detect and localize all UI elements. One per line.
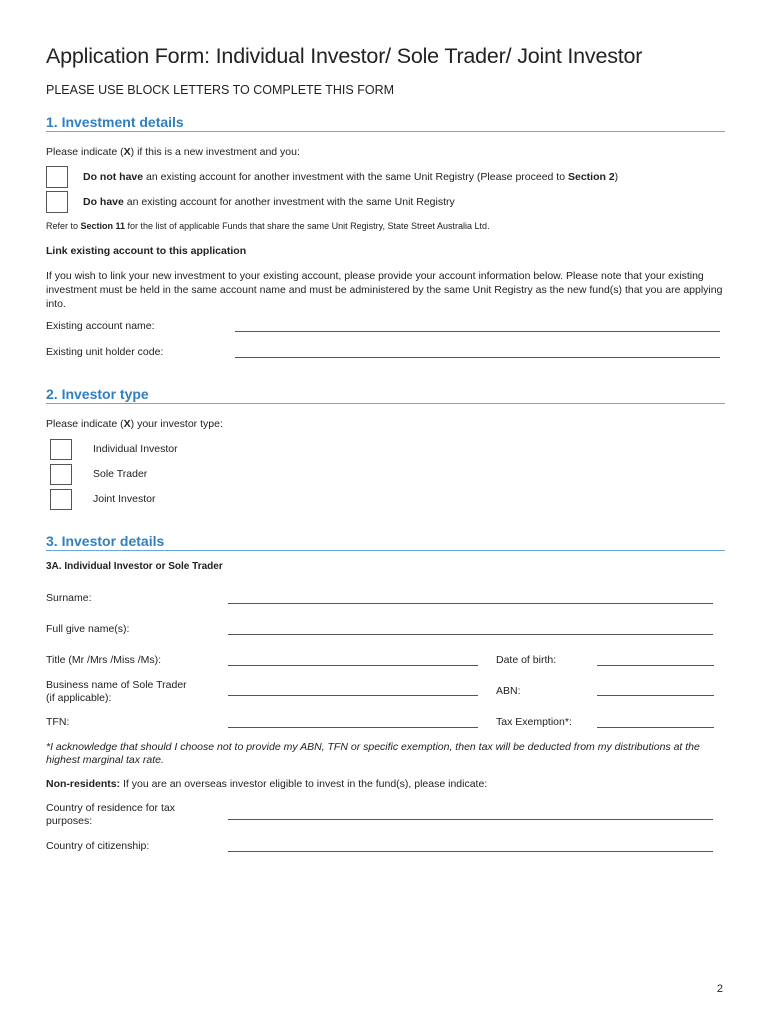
investor-type-joint: Joint Investor	[93, 493, 156, 505]
tax-exemption-field[interactable]	[597, 727, 714, 728]
investor-type-sole-trader: Sole Trader	[93, 468, 148, 480]
existing-unit-holder-label: Existing unit holder code:	[46, 346, 164, 358]
checkbox-have-existing-account[interactable]	[46, 191, 68, 213]
surname-label: Surname:	[46, 592, 92, 604]
title-field[interactable]	[228, 665, 478, 666]
form-title: Application Form: Individual Investor/ Sole Trader/ Joint Investor	[46, 44, 643, 68]
country-residence-label: Country of residence for tax purposes:	[46, 802, 175, 827]
option-have-existing-account: Do have an existing account for another investment with the same Unit Registry	[83, 196, 455, 208]
non-residents-note: Non-residents: If you are an overseas investor eligible to invest in the fund(s), please indicate:	[46, 778, 488, 790]
country-citizenship-label: Country of citizenship:	[46, 840, 150, 852]
page-number: 2	[716, 983, 723, 995]
tfn-field[interactable]	[228, 727, 478, 728]
existing-account-name-field[interactable]	[235, 331, 720, 332]
dob-label: Date of birth:	[496, 654, 557, 666]
business-name-label: Business name of Sole Trader (if applicable):	[46, 679, 187, 704]
existing-account-name-label: Existing account name:	[46, 320, 155, 332]
section1-heading: 1. Investment details	[46, 114, 184, 130]
checkbox-no-existing-account[interactable]	[46, 166, 68, 188]
abn-label: ABN:	[496, 685, 521, 697]
section3-heading: 3. Investor details	[46, 533, 165, 549]
tfn-label: TFN:	[46, 716, 70, 728]
link-account-heading: Link existing account to this application	[46, 245, 247, 257]
checkbox-individual-investor[interactable]	[50, 439, 72, 460]
country-citizenship-field[interactable]	[228, 851, 713, 852]
link-account-paragraph: If you wish to link your new investment to your existing account, please provide your account information below. Please note that your existing investment must be held in the same account name and must be administered by the same Unit Registry as the new fund(s) that you are applying into.	[46, 270, 723, 310]
given-names-field[interactable]	[228, 634, 713, 635]
section2-rule	[46, 403, 725, 404]
given-names-label: Full give name(s):	[46, 623, 130, 635]
section2-intro: Please indicate (X) your investor type:	[46, 418, 223, 430]
dob-field[interactable]	[597, 665, 714, 666]
section1-intro: Please indicate (X) if this is a new investment and you:	[46, 146, 300, 158]
tax-exemption-label: Tax Exemption*:	[496, 716, 572, 728]
checkbox-joint-investor[interactable]	[50, 489, 72, 510]
surname-field[interactable]	[228, 603, 713, 604]
section3a-heading: 3A. Individual Investor or Sole Trader	[46, 561, 223, 572]
country-residence-field[interactable]	[228, 819, 713, 820]
existing-unit-holder-field[interactable]	[235, 357, 720, 358]
option-no-existing-account: Do not have an existing account for another investment with the same Unit Registry (Please proceed to Section 2)	[83, 171, 619, 183]
title-label: Title (Mr /Mrs /Miss /Ms):	[46, 654, 162, 666]
tax-acknowledgement: *I acknowledge that should I choose not to provide my ABN, TFN or specific exemption, then tax will be deducted from my distributions at the highest marginal tax rate.	[46, 741, 700, 766]
section1-rule	[46, 131, 725, 132]
section2-heading: 2. Investor type	[46, 386, 149, 402]
business-name-field[interactable]	[228, 695, 478, 696]
checkbox-sole-trader[interactable]	[50, 464, 72, 485]
investor-type-individual: Individual Investor	[93, 443, 178, 455]
refer-section-note: Refer to Section 11 for the list of applicable Funds that share the same Unit Registry, State Street Australia Ltd.	[46, 221, 490, 231]
abn-field[interactable]	[597, 695, 714, 696]
form-subtitle: PLEASE USE BLOCK LETTERS TO COMPLETE THIS FORM	[46, 83, 395, 97]
section3-rule	[46, 550, 725, 551]
